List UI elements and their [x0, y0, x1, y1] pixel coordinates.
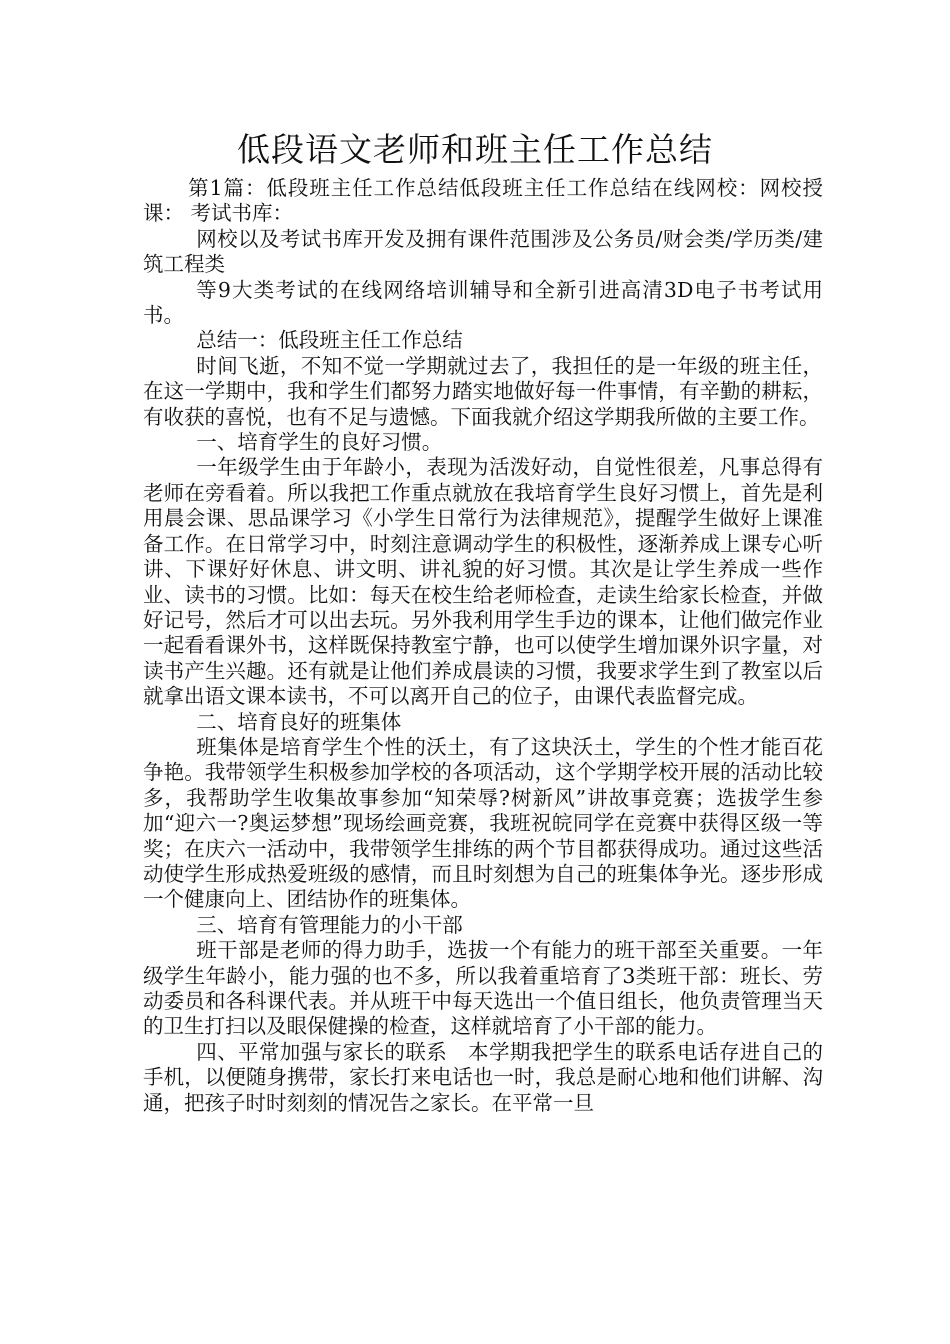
- paragraph-habits: 一年级学生由于年龄小，表现为活泼好动，自觉性很差，凡事总得有老师在旁看着。所以我把工作重点就放在我培育学生良好习惯上，首先是利用晨会课、思品课学习《小学生日常行为法律规范》，提醒学生做好上课准备工作。在日常学习中，时刻注意调动学生的积极性，逐渐养成上课专心听讲、下课好好休息、讲文明、讲礼貌的好习惯。其次是让学生养成一些作业、读书的习惯。比如：每天在校生给老师检查，走读生给家长检查，并做好记号，然后才可以出去玩。另外我利用学生手边的课本，让他们做完作业一起看看课外书，这样既保持教室宁静，也可以使学生增加课外识字量，对读书产生兴趣。还有就是让他们养成晨读的习惯，我要求学生到了教室以后就拿出语文课本读书，不可以离开自己的位子，由课代表监督完成。: [143, 455, 823, 709]
- paragraph-class-collective: 班集体是培育学生个性的沃土，有了这块沃土，学生的个性才能百花争艳。我带领学生积极参加学校的各项活动，这个学期学校开展的活动比较多，我帮助学生收集故事参加“知荣辱?树新风”讲故事竞赛；选拔学生参加“迎六一?奥运梦想”现场绘画竞赛，我班祝皖同学在竞赛中获得区级一等奖；在庆六一活动中，我带领学生排练的两个节目都获得成功。通过这些活动使学生形成热爱班级的感情，而且时刻想为自己的班集体争光。逐步形成一个健康向上、团结协作的班集体。: [143, 734, 823, 912]
- paragraph-intro: 第1篇：低段班主任工作总结低段班主任工作总结在线网校：网校授课： 考试书库：: [143, 176, 823, 226]
- section-heading-class-collective: 二、培育良好的班集体: [196, 709, 402, 734]
- section-heading-habits: 一、培育学生的良好习惯。: [196, 430, 443, 455]
- document-body: [143, 176, 823, 1116]
- paragraph-course-scope: 网校以及考试书库开发及拥有课件范围涉及公务员/财会类/学历类/建筑工程类: [143, 226, 823, 277]
- document-title: 低段语文老师和班主任工作总结: [237, 130, 713, 169]
- paragraph-class-leaders: 班干部是老师的得力助手，选拔一个有能力的班干部至关重要。一年级学生年龄小，能力强的也不多，所以我着重培育了3类班干部：班长、劳动委员和各科课代表。并从班干中每天选出一个值日组长，他负责管理当天的卫生打扫以及眼保健操的检查，这样就培育了小干部的能力。: [143, 938, 823, 1039]
- paragraph-parent-contact: 四、平常加强与家长的联系 本学期我把学生的联系电话存进自己的手机，以便随身携带，家长打来电话也一时，我总是耐心地和他们讲解、沟通，把孩子时时刻刻的情况告之家长。在平常一旦: [143, 1039, 823, 1115]
- section-heading-summary-one: 总结一：低段班主任工作总结: [196, 328, 463, 353]
- paragraph-exam-books: 等9大类考试的在线网络培训辅导和全新引进高清3D电子书考试用书。: [143, 277, 823, 328]
- paragraph-overview: 时间飞逝，不知不觉一学期就过去了，我担任的是一年级的班主任，在这一学期中，我和学生们都努力踏实地做好每一件事情，有辛勤的耕耘，有收获的喜悦，也有不足与遗憾。下面我就介绍这学期我所做的主要工作。: [143, 353, 823, 429]
- section-heading-class-leaders: 三、培育有管理能力的小干部: [196, 912, 463, 937]
